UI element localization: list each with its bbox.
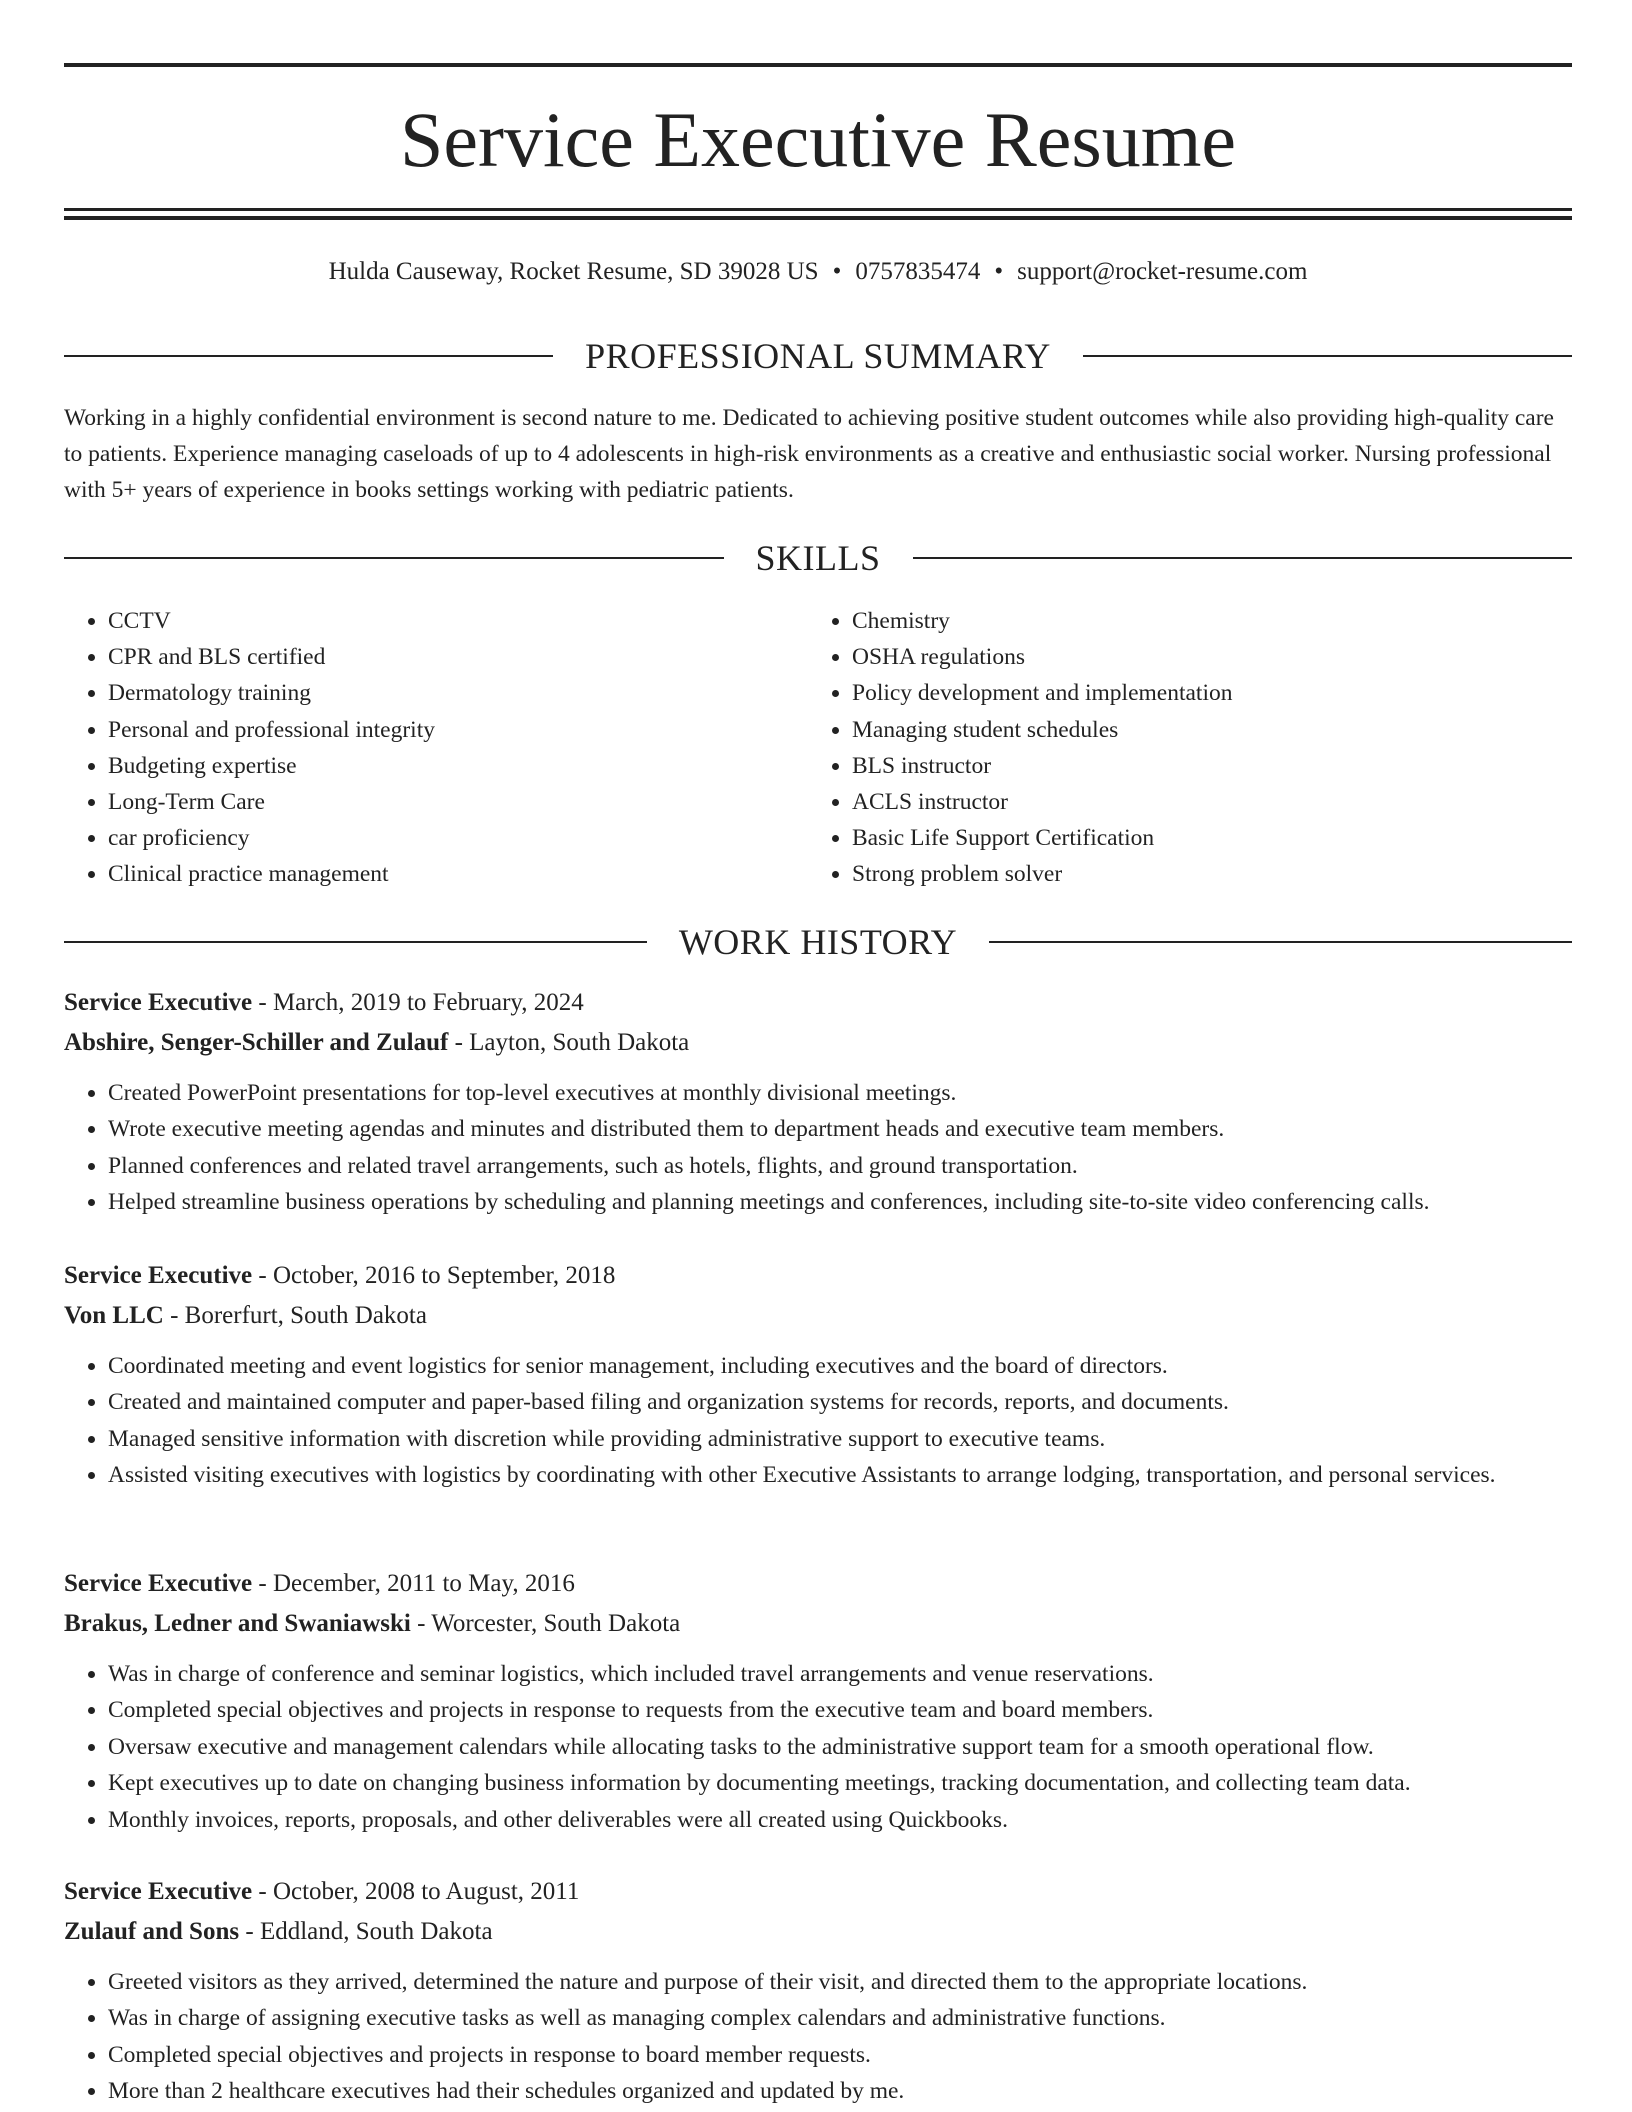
job-bullet: • Greeted visitors as they arrived, determined the nature and purpose of their visit, and directed them to the appropriate locations. [108, 1964, 1572, 2000]
job-dates: March, 2019 to February, 2024 [272, 989, 584, 1016]
job-title: Service Executive [64, 1262, 253, 1289]
job-dates: October, 2016 to September, 2018 [272, 1262, 616, 1289]
job-title-line [64, 1872, 1572, 1912]
job-entry [64, 983, 1572, 1221]
job-bullet: • Managed sensitive information with discretion while providing administrative support to executive teams. [108, 1421, 1572, 1457]
job-bullet: • Was in charge of conference and seminar logistics, which included travel arrangements and venue reservations. [108, 1656, 1572, 1692]
skill-item: • Personal and professional integrity [108, 712, 808, 748]
title-rule-lower [64, 216, 1572, 220]
job-title: Service Executive [64, 989, 253, 1016]
skill-item: • Dermatology training [108, 675, 808, 711]
skill-item: • Budgeting expertise [108, 748, 808, 784]
job-location: Layton, South Dakota [469, 1029, 690, 1056]
job-company-line [64, 1912, 1572, 1952]
job-bullet: • Completed special objectives and projects in response to board member requests. [108, 2037, 1572, 2073]
job-entry [64, 1564, 1572, 1838]
job-bullets [64, 1348, 1572, 1494]
dash: - [252, 1878, 273, 1905]
job-company-line [64, 1023, 1572, 1063]
work-heading-label: WORK HISTORY [678, 922, 958, 962]
job-title-line [64, 983, 1572, 1023]
job-bullets [64, 1075, 1572, 1221]
job-bullet: • Assisted visiting executives with logistics by coordinating with other Executive Assistants to arrange lodging, transportation, and personal services. [108, 1457, 1572, 1493]
skill-item: • Long-Term Care [108, 784, 808, 820]
heading-rule-left [64, 557, 724, 559]
job-entry [64, 1872, 1572, 2110]
job-bullets [64, 1656, 1572, 1838]
skills-list [64, 603, 1572, 893]
summary-heading [64, 334, 1572, 378]
job-bullet: • Kept executives up to date on changing business information by documenting meetings, tracking documentation, and collecting team data. [108, 1765, 1572, 1801]
skill-item: • ACLS instructor [852, 784, 1552, 820]
skill-item: • Basic Life Support Certification [852, 820, 1552, 856]
skills-heading [64, 536, 1572, 580]
job-title: Service Executive [64, 1570, 253, 1597]
dash: - [239, 1918, 260, 1945]
heading-rule-left [64, 355, 553, 357]
job-location: Eddland, South Dakota [259, 1918, 493, 1945]
job-company: Abshire, Senger-Schiller and Zulauf [64, 1029, 449, 1056]
job-company: Von LLC [64, 1302, 164, 1329]
job-bullet: • Was in charge of assigning executive tasks as well as managing complex calendars and administrative functions. [108, 2000, 1572, 2036]
skill-item: • Clinical practice management [108, 856, 808, 892]
job-location: Worcester, South Dakota [431, 1610, 681, 1637]
dash: - [252, 1570, 273, 1597]
job-company-line [64, 1296, 1572, 1336]
heading-rule-right [1083, 355, 1572, 357]
skills-column-left [64, 603, 808, 893]
skill-item: • Strong problem solver [852, 856, 1552, 892]
work-heading [64, 920, 1572, 964]
job-bullet: • Monthly invoices, reports, proposals, and other deliverables were all created using Quickbooks. [108, 1802, 1572, 1838]
contact-line [64, 256, 1572, 288]
skill-item: • CCTV [108, 603, 808, 639]
job-dates: December, 2011 to May, 2016 [272, 1570, 575, 1597]
contact-email: support@rocket-resume.com [1017, 258, 1308, 285]
contact-phone: 0757835474 [855, 258, 981, 285]
job-title-line [64, 1564, 1572, 1604]
heading-rule-right [913, 557, 1573, 559]
job-company: Brakus, Ledner and Swaniawski [64, 1610, 411, 1637]
contact-address: Hulda Causeway, Rocket Resume, SD 39028 US [328, 258, 819, 285]
skills-column-right [808, 603, 1552, 893]
job-title: Service Executive [64, 1878, 253, 1905]
job-location: Borerfurt, South Dakota [184, 1302, 427, 1329]
job-bullets [64, 1964, 1572, 2110]
job-bullet: • Created PowerPoint presentations for top-level executives at monthly divisional meetings. [108, 1075, 1572, 1111]
heading-rule-right [989, 941, 1572, 943]
skill-item: • Policy development and implementation [852, 675, 1552, 711]
job-bullet: • Completed special objectives and projects in response to requests from the executive team and board members. [108, 1692, 1572, 1728]
job-bullet: • Created and maintained computer and paper-based filing and organization systems for records, reports, and documents. [108, 1384, 1572, 1420]
contact-separator: • [832, 258, 842, 285]
job-bullet: • Coordinated meeting and event logistics for senior management, including executives and the board of directors. [108, 1348, 1572, 1384]
dash: - [252, 1262, 273, 1289]
resume-title: Service Executive Resume [399, 96, 1237, 183]
job-company-line [64, 1604, 1572, 1644]
job-bullet: • Helped streamline business operations by scheduling and planning meetings and conferences, including site-to-site video conferencing calls. [108, 1184, 1572, 1220]
job-bullet: • Planned conferences and related travel arrangements, such as hotels, flights, and ground transportation. [108, 1148, 1572, 1184]
job-bullet: • More than 2 healthcare executives had their schedules organized and updated by me. [108, 2073, 1572, 2109]
skill-item: • OSHA regulations [852, 639, 1552, 675]
title-rule-upper [64, 208, 1572, 211]
skills-heading-label: SKILLS [755, 538, 881, 578]
skill-item: • CPR and BLS certified [108, 639, 808, 675]
summary-text: Working in a highly confidential environment is second nature to me. Dedicated to achieving positive student outcomes while also providing high-quality care to patients. Experience managing caseloads of up to 4 adolescents in high-risk environments as a creative and enthusiastic social worker. Nursing professional with 5+ years of experience in books settings working with pediatric patients. [64, 405, 1554, 503]
skill-item: • Chemistry [852, 603, 1552, 639]
dash: - [163, 1302, 185, 1329]
contact-separator: • [994, 258, 1004, 285]
dash: - [410, 1610, 432, 1637]
job-bullet: • Wrote executive meeting agendas and minutes and distributed them to department heads and executive team members. [108, 1111, 1572, 1147]
job-entry [64, 1256, 1572, 1494]
skill-item: • BLS instructor [852, 748, 1552, 784]
summary-heading-label: PROFESSIONAL SUMMARY [585, 336, 1051, 376]
skill-item: • Managing student schedules [852, 712, 1552, 748]
top-rule [64, 63, 1572, 67]
dash: - [448, 1029, 470, 1056]
job-bullet: • Oversaw executive and management calendars while allocating tasks to the administrative support team for a smooth operational flow. [108, 1729, 1572, 1765]
dash: - [252, 989, 273, 1016]
skill-item: • car proficiency [108, 820, 808, 856]
job-title-line [64, 1256, 1572, 1296]
job-company: Zulauf and Sons [64, 1918, 240, 1945]
heading-rule-left [64, 941, 647, 943]
job-dates: October, 2008 to August, 2011 [272, 1878, 580, 1905]
